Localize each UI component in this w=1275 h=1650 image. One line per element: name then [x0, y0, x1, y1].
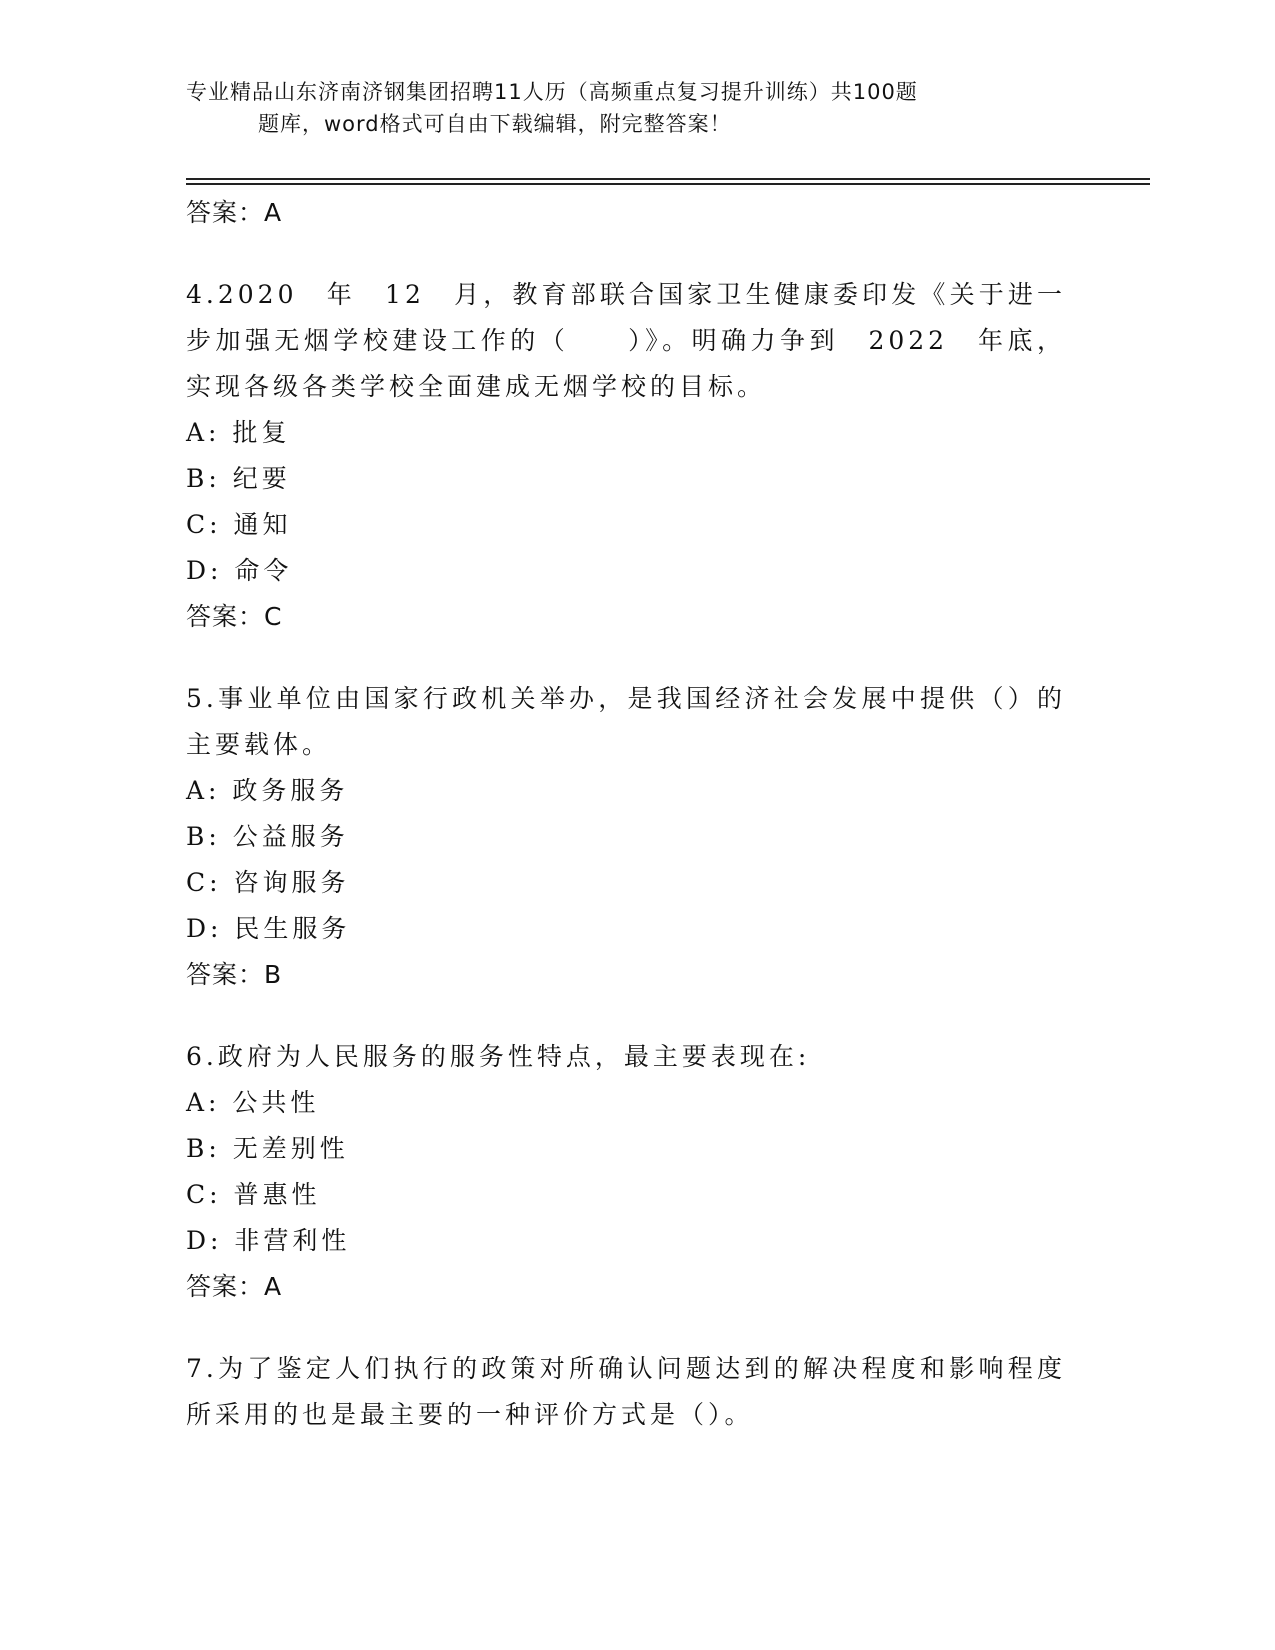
answer-line: 答案：A	[186, 1272, 283, 1301]
header-title-line-1: 专业精品山东济南济钢集团招聘11人历（高频重点复习提升训练）共100题	[186, 80, 918, 104]
question-block	[186, 272, 1066, 640]
answer-line: 答案：A	[186, 198, 283, 227]
question-block	[186, 1034, 1066, 1310]
header-divider-top	[186, 178, 1150, 180]
option-c: C: 通知	[186, 510, 292, 539]
option-a: A: 批复	[186, 418, 291, 447]
option-b: B: 纪要	[186, 464, 291, 493]
option-d: D: 命令	[186, 556, 293, 585]
option-b: B: 公益服务	[186, 822, 349, 851]
option-a: A: 政务服务	[186, 776, 349, 805]
question-list	[186, 190, 1066, 1438]
question-stem: 7.为了鉴定人们执行的政策对所确认问题达到的解决程度和影响程度所采用的也是最主要的一种评价方式是（）。	[186, 1354, 1066, 1429]
option-b: B: 无差别性	[186, 1134, 349, 1163]
question-stem: 4.2020 年 12 月，教育部联合国家卫生健康委印发《关于进一步加强无烟学校建设工作的（ ）》。明确力争到 2022 年底，实现各级各类学校全面建成无烟学校的目标。	[186, 280, 1066, 401]
answer-line: 答案：C	[186, 602, 283, 631]
option-a: A: 公共性	[186, 1088, 320, 1117]
option-d: D: 民生服务	[186, 914, 351, 943]
answer-line: 答案：B	[186, 960, 283, 989]
question-stem: 6.政府为人民服务的服务性特点，最主要表现在:	[186, 1042, 811, 1071]
option-c: C: 咨询服务	[186, 868, 350, 897]
option-c: C: 普惠性	[186, 1180, 321, 1209]
option-d: D: 非营利性	[186, 1226, 351, 1255]
question-block	[186, 1346, 1066, 1438]
question-stem: 5.事业单位由国家行政机关举办，是我国经济社会发展中提供（）的主要载体。	[186, 684, 1066, 759]
question-block	[186, 676, 1066, 998]
header-divider-bottom	[186, 183, 1150, 185]
page-header	[186, 76, 1046, 140]
header-title-line-2: 题库，word格式可自由下载编辑，附完整答案！	[258, 112, 732, 136]
